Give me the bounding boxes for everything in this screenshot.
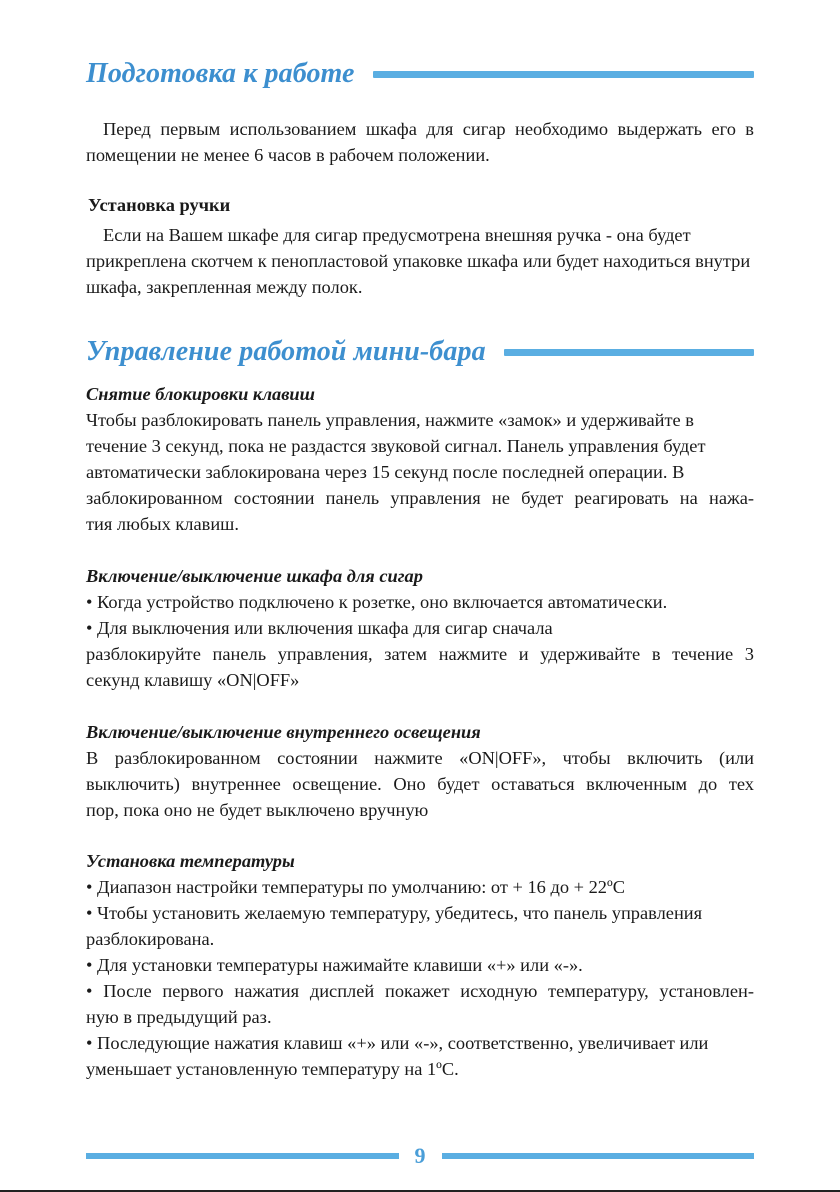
text-line: секунд клавишу «ON|OFF» xyxy=(86,670,300,690)
text-line: разблокируйте панель управления, затем нажмите и удерживайте в течение 3 xyxy=(86,644,754,664)
text-line: • После первого нажатия дисплей покажет исходную температуру, установлен- xyxy=(86,981,754,1001)
text-line: • Для выключения или включения шкафа для сигар сначала xyxy=(86,618,553,638)
text-line: • Чтобы установить желаемую температуру, убедитесь, что панель управления xyxy=(86,903,703,923)
section-header-preparation xyxy=(86,54,754,94)
subheading-handle: Установка ручки xyxy=(88,195,231,215)
power-section xyxy=(86,563,754,693)
subheading-lock: Снятие блокировки клавиш xyxy=(86,384,315,404)
temperature-section xyxy=(86,848,754,1082)
text-line: В разблокированном состоянии нажмите «ON|OFF», чтобы включить (или xyxy=(86,748,754,768)
section-title: Управление работой мини-бара xyxy=(86,336,486,367)
text-line: автоматически заблокирована через 15 секунд после последней операции. В xyxy=(86,462,685,482)
text-line: • Последующие нажатия клавиш «+» или «-», соответственно, увеличивает или xyxy=(86,1033,709,1053)
intro-paragraph: Перед первым использованием шкафа для сигар необходимо выдержать его в помещении не менее 6 часов в рабочем положении. xyxy=(86,119,754,165)
text-line: • Когда устройство подключено к розетке, оно включается автоматически. xyxy=(86,592,668,612)
subheading-power: Включение/выключение шкафа для сигар xyxy=(86,566,423,586)
text-line: ную в предыдущий раз. xyxy=(86,1007,272,1027)
footer-rule-left xyxy=(86,1153,399,1159)
subheading-temperature: Установка температуры xyxy=(86,851,295,871)
text-line: заблокированном состоянии панель управления не будет реагировать на нажа- xyxy=(86,488,754,508)
text-line: выключить) внутреннее освещение. Оно будет оставаться включенным до тех xyxy=(86,774,754,794)
page-footer xyxy=(86,1143,754,1168)
page-number: 9 xyxy=(414,1143,426,1168)
text-line: Чтобы разблокировать панель управления, нажмите «замок» и удерживайте в xyxy=(86,410,694,430)
text-line: тия любых клавиш. xyxy=(86,514,239,534)
text-line: разблокирована. xyxy=(86,929,215,949)
title-rule xyxy=(504,349,754,356)
text-line: течение 3 секунд, пока не раздастся звуковой сигнал. Панель управления будет xyxy=(86,436,706,456)
light-section xyxy=(86,719,754,823)
handle-paragraph: Если на Вашем шкафе для сигар предусмотрена внешняя ручка - она будет прикреплена скотчем к пенопластовой упаковке шкафа или будет находиться внутри шкафа, закрепленная между полок. xyxy=(86,225,751,297)
title-rule xyxy=(373,71,754,78)
footer-rule-right xyxy=(442,1153,755,1159)
section-title: Подготовка к работе xyxy=(86,58,355,89)
text-line: • Для установки температуры нажимайте клавиши «+» или «-». xyxy=(86,955,583,975)
section-header-control xyxy=(86,332,754,372)
lock-section xyxy=(86,381,754,537)
text-line: пор, пока оно не будет выключено вручную xyxy=(86,800,429,820)
text-line: уменьшает установленную температуру на 1ºС. xyxy=(86,1059,459,1079)
subheading-light: Включение/выключение внутреннего освещения xyxy=(86,722,481,742)
text-line: • Диапазон настройки температуры по умолчанию: от + 16 до + 22ºС xyxy=(86,877,625,897)
